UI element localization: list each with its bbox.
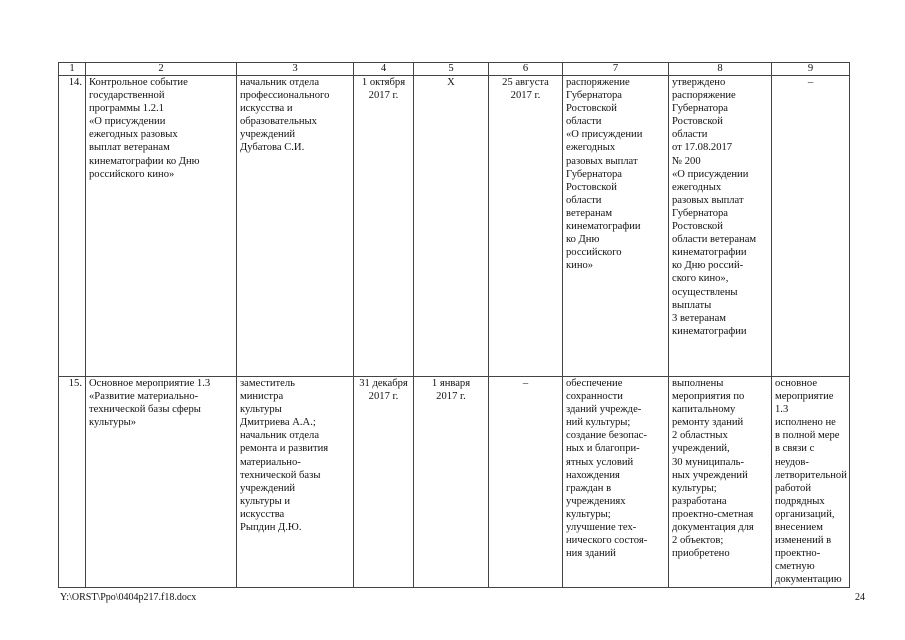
col-header: 4 [354,63,414,76]
table-row [59,76,850,377]
row-number: 15. [59,377,86,588]
col-header: 5 [414,63,489,76]
col-header: 6 [489,63,563,76]
plan-start-cell: 1 января 2017 г. [414,377,489,588]
col-header: 3 [237,63,354,76]
row-number: 14. [59,76,86,377]
footer-file-path: Y:\ORST\Ppo\0404p217.f18.docx [60,592,197,603]
responsible-cell: начальник отдела профессионального искусства и образовательных учреждений Дубатова С.И. [237,76,354,377]
event-cell: Основное мероприятие 1.3 «Развитие материально- технической базы сферы культуры» [86,377,237,588]
reason-cell: – [772,76,850,377]
plan-date-cell: 31 декабря 2017 г. [354,377,414,588]
reason-cell: основное мероприятие 1.3 исполнено не в полной мере в связи с неудов- летворительной работой подрядных организаций, внесением изменений в проектно- сметную документацию [772,377,850,588]
fact-date-cell: – [489,377,563,588]
col-header: 7 [563,63,669,76]
col-header: 8 [669,63,772,76]
header-row [59,63,850,76]
table-row [59,377,850,588]
fact-result-cell: утверждено распоряжение Губернатора Ростовской области от 17.08.2017 № 200 «О присуждении ежегодных разовых выплат Губернатора Ростовской области ветеранам кинематографии ко Дню россий- ского кино», осуществлены выплаты 3 ветеранам кинематографии [669,76,772,377]
plan-result-cell: обеспечение сохранности зданий учрежде- ний культуры; создание безопас- ных и благопри- ятных условий нахождения граждан в учреждениях культуры; улучшение тех- нического состоя- ния зданий [563,377,669,588]
fact-result-cell: выполнены мероприятия по капитальному ремонту зданий 2 областных учреждений, 30 муниципаль- ных учреждений культуры; разработана проектно-сметная документация для 2 объектов; приобретено [669,377,772,588]
fact-date-cell: 25 августа 2017 г. [489,76,563,377]
plan-result-cell: распоряжение Губернатора Ростовской области «О присуждении ежегодных разовых выплат Губернатора Ростовской области ветеранам кинематографии ко Дню российского кино» [563,76,669,377]
responsible-cell: заместитель министра культуры Дмитриева А.А.; начальник отдела ремонта и развития материально- технической базы учреждений культуры и искусства Рыпдин Д.Ю. [237,377,354,588]
col-header: 1 [59,63,86,76]
plan-start-cell: Х [414,76,489,377]
col-header: 9 [772,63,850,76]
col-header: 2 [86,63,237,76]
report-table [58,62,850,588]
page-number: 24 [855,592,865,603]
plan-date-cell: 1 октября 2017 г. [354,76,414,377]
event-cell: Контрольное событие государственной программы 1.2.1 «О присуждении ежегодных разовых выплат ветеранам кинематографии ко Дню российского кино» [86,76,237,377]
